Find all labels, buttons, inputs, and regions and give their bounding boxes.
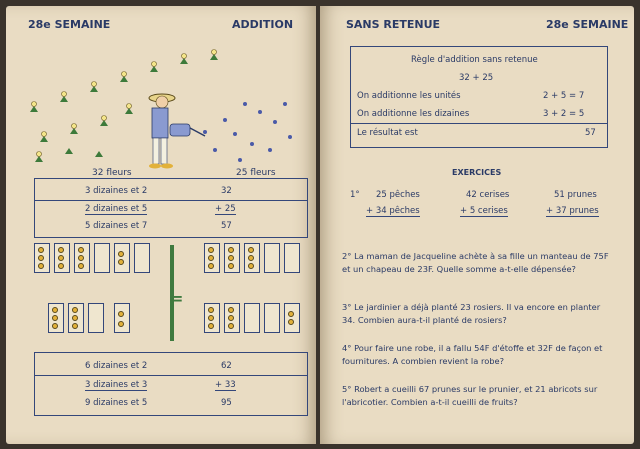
equals-sign: =	[170, 289, 184, 308]
dot-cards	[34, 243, 306, 343]
exercise-top: 25 pêches	[376, 190, 420, 200]
row-label: 9 dizaines et 5	[85, 398, 148, 408]
week-label: 28e SEMAINE	[546, 18, 629, 31]
rule-result: 57	[585, 128, 596, 138]
problem-number: 4°	[342, 343, 352, 353]
row-label: 3 dizaines et 2	[85, 186, 148, 196]
problem-4	[342, 342, 612, 368]
right-page	[320, 6, 634, 444]
problem-text: La maman de Jacqueline achète à sa fille un manteau de 75F et un chapeau de 23F. Quelle somme a-t-elle dépensée?	[342, 251, 609, 274]
left-page	[6, 6, 316, 444]
rule-operation: 32 + 25	[459, 73, 494, 83]
exercise-bottom: + 37 prunes	[546, 206, 599, 216]
row-value: 62	[221, 361, 232, 371]
exercise-1	[350, 190, 620, 226]
problem-5	[342, 383, 612, 409]
exercise-bottom: + 34 pêches	[366, 206, 420, 216]
exercise-number: 1°	[350, 190, 360, 200]
addition-box-top	[34, 178, 308, 238]
exercise-top: 51 prunes	[554, 190, 597, 200]
right-flower-count: 25 fleurs	[236, 168, 276, 178]
rule-box	[350, 46, 608, 148]
rule-line: On additionne les dizaines	[357, 109, 470, 119]
row-value: 57	[221, 221, 232, 231]
problem-text: Le jardinier a déjà planté 23 rosiers. Il va encore en planter 34. Combien aura-t-il planté de rosiers?	[342, 302, 601, 325]
row-label: 5 dizaines et 7	[85, 221, 148, 231]
left-flower-count: 32 fleurs	[92, 168, 132, 178]
problem-3	[342, 301, 612, 327]
rule-result: 2 + 5 = 7	[543, 91, 585, 101]
problem-number: 2°	[342, 251, 352, 261]
row-label: 3 dizaines et 3	[85, 380, 148, 390]
row-label: 6 dizaines et 2	[85, 361, 148, 371]
rule-line: On additionne les unités	[357, 91, 461, 101]
problem-2	[342, 250, 612, 276]
problem-text: Robert a cueilli 67 prunes sur le prunier, et 21 abricots sur l'abricotier. Combien a-t-il cueilli de fruits?	[342, 384, 598, 407]
exercise-bottom: + 5 cerises	[460, 206, 508, 216]
rule-heading: Règle d'addition sans retenue	[411, 55, 538, 65]
page-title: ADDITION	[232, 18, 294, 31]
rule-result: 3 + 2 = 5	[543, 109, 585, 119]
row-value: + 25	[215, 204, 236, 214]
exercises-title: EXERCICES	[452, 168, 502, 177]
week-label: 28e SEMAINE	[28, 18, 111, 31]
rule-line: Le résultat est	[357, 128, 418, 138]
problem-number: 3°	[342, 302, 352, 312]
problem-text: Pour faire une robe, il a fallu 54F d'étoffe et 32F de façon et fournitures. A combien revient la robe?	[342, 343, 603, 366]
gardener-illustration	[20, 42, 310, 172]
problem-number: 5°	[342, 384, 352, 394]
addition-box-bottom	[34, 352, 308, 416]
row-value: 32	[221, 186, 232, 196]
row-value: 95	[221, 398, 232, 408]
row-label: 2 dizaines et 5	[85, 204, 148, 214]
row-value: + 33	[215, 380, 236, 390]
exercise-top: 42 cerises	[466, 190, 510, 200]
page-title: SANS RETENUE	[346, 18, 441, 31]
